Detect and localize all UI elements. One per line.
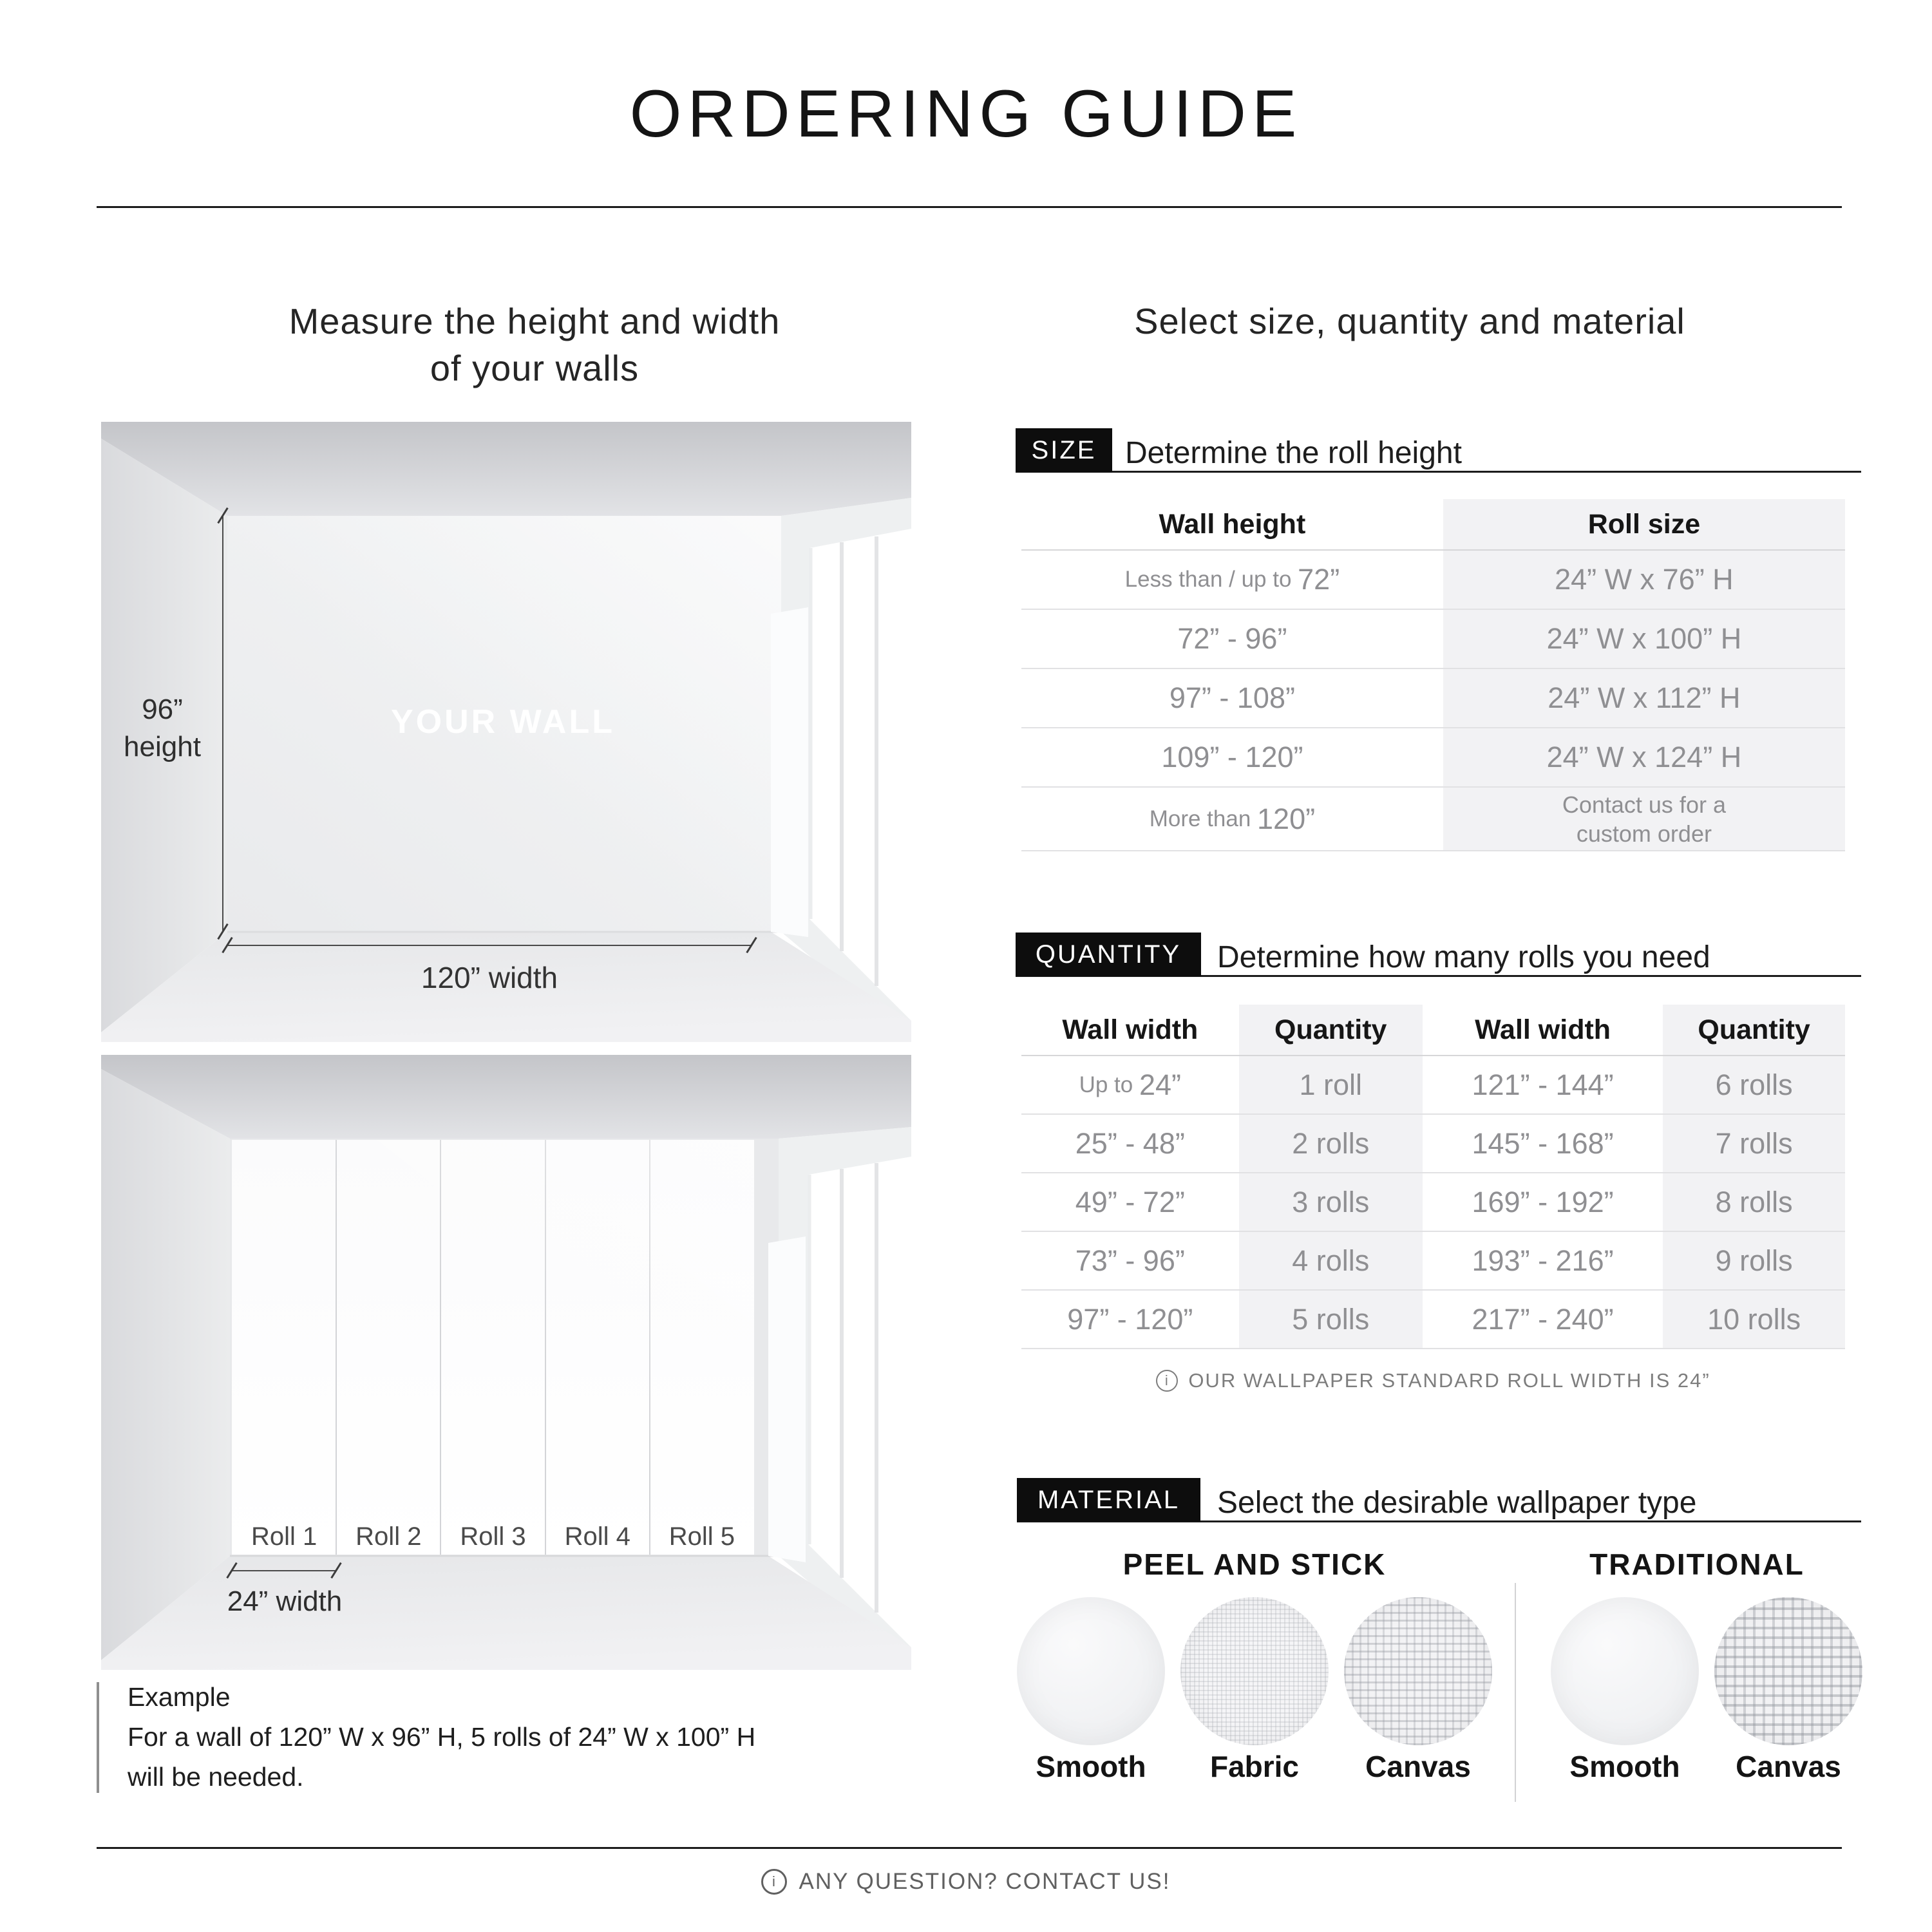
traditional-smooth-swatch bbox=[1551, 1597, 1699, 1745]
size-row2-wall: 72” - 96” bbox=[1177, 622, 1287, 655]
roll-labels-row bbox=[232, 1516, 754, 1557]
qty-row4-w1: 73” - 96” bbox=[1075, 1244, 1185, 1277]
roll-width-dimension-line bbox=[232, 1570, 336, 1571]
size-row3-wall: 97” - 108” bbox=[1169, 681, 1295, 714]
qty-row1-q1: 1 roll bbox=[1299, 1068, 1363, 1101]
room1-ceiling bbox=[101, 422, 911, 516]
header-divider bbox=[97, 206, 1842, 208]
height-label bbox=[108, 691, 217, 766]
qty-col-wall-width-1: Wall width bbox=[1062, 1014, 1198, 1045]
width-dimension-line bbox=[227, 945, 752, 946]
size-row1-wall: 72” bbox=[1298, 563, 1340, 596]
info-icon: i bbox=[1156, 1370, 1178, 1392]
roll-width-note-text: OUR WALLPAPER STANDARD ROLL WIDTH IS 24” bbox=[1188, 1369, 1710, 1392]
size-col-roll-size: Roll size bbox=[1587, 508, 1701, 540]
traditional-canvas-label: Canvas bbox=[1736, 1750, 1841, 1783]
material-group-divider bbox=[1515, 1583, 1516, 1802]
qty-col-quantity-2: Quantity bbox=[1698, 1014, 1810, 1045]
room1-window-pillar bbox=[771, 607, 808, 937]
example-line1: For a wall of 120” W x 96” H, 5 rolls of 24” W x 100” H bbox=[128, 1722, 756, 1752]
peel-and-stick-title: PEEL AND STICK bbox=[1122, 1548, 1387, 1581]
quantity-table-header bbox=[1021, 1005, 1845, 1056]
qty-row5-q1: 5 rolls bbox=[1292, 1302, 1370, 1336]
roll-3-label: Roll 3 bbox=[460, 1522, 526, 1551]
measure-heading-line2: of your walls bbox=[430, 348, 639, 388]
footer-info-icon: i bbox=[761, 1869, 787, 1895]
peel-smooth-swatch bbox=[1017, 1597, 1165, 1745]
roll-4-label: Roll 4 bbox=[564, 1522, 630, 1551]
peel-smooth-label: Smooth bbox=[1036, 1750, 1146, 1783]
size-table bbox=[1021, 499, 1845, 851]
size-row1-prefix: Less than / up to bbox=[1124, 567, 1298, 592]
example-title: Example bbox=[128, 1682, 231, 1712]
room-2-art bbox=[101, 1055, 911, 1670]
traditional-canvas-swatch bbox=[1714, 1597, 1862, 1745]
height-value: 96” bbox=[142, 694, 183, 725]
quantity-badge: QUANTITY bbox=[1016, 933, 1201, 976]
qty-row-1 bbox=[1021, 1056, 1845, 1115]
size-row-5 bbox=[1021, 788, 1845, 851]
qty-row4-q2: 9 rolls bbox=[1715, 1244, 1793, 1277]
qty-row4-w2: 193” - 216” bbox=[1472, 1244, 1614, 1277]
measure-heading-line1: Measure the height and width bbox=[289, 301, 781, 341]
qty-row1-w2: 121” - 144” bbox=[1472, 1068, 1614, 1101]
roll-2-label: Roll 2 bbox=[355, 1522, 422, 1551]
example-line2: will be needed. bbox=[128, 1762, 304, 1792]
quantity-title: Determine how many rolls you need bbox=[1217, 940, 1710, 974]
qty-row3-w2: 169” - 192” bbox=[1472, 1185, 1614, 1218]
qty-row3-w1: 49” - 72” bbox=[1075, 1185, 1185, 1218]
size-row5-prefix: More than bbox=[1149, 806, 1258, 831]
size-row-3 bbox=[1021, 669, 1845, 728]
material-badge: MATERIAL bbox=[1017, 1478, 1200, 1522]
room-1-illustration bbox=[101, 422, 911, 1042]
qty-row-3 bbox=[1021, 1173, 1845, 1232]
qty-row5-q2: 10 rolls bbox=[1707, 1302, 1801, 1336]
qty-col-wall-width-2: Wall width bbox=[1475, 1014, 1611, 1045]
peel-canvas-label: Canvas bbox=[1365, 1750, 1471, 1783]
room2-ceiling bbox=[101, 1055, 911, 1139]
room2-wall-sheen bbox=[232, 1140, 754, 1555]
traditional-title: TRADITIONAL bbox=[1589, 1548, 1804, 1581]
qty-row-5 bbox=[1021, 1291, 1845, 1349]
measure-heading bbox=[148, 298, 921, 392]
size-row3-roll: 24” W x 112” H bbox=[1548, 681, 1741, 714]
size-row2-roll: 24” W x 100” H bbox=[1546, 622, 1742, 655]
example-text bbox=[128, 1677, 755, 1797]
size-row5-contact bbox=[1562, 790, 1726, 848]
example-accent-bar bbox=[97, 1682, 99, 1793]
room-2-illustration bbox=[101, 1055, 911, 1670]
material-title: Select the desirable wallpaper type bbox=[1217, 1486, 1697, 1520]
size-row5-wall: 120” bbox=[1257, 802, 1316, 835]
qty-row2-q2: 7 rolls bbox=[1715, 1126, 1793, 1160]
qty-row2-w1: 25” - 48” bbox=[1075, 1126, 1185, 1160]
example-block bbox=[97, 1677, 934, 1797]
qty-row3-q1: 3 rolls bbox=[1292, 1185, 1370, 1218]
size-row5-contact-line1: Contact us for a bbox=[1562, 791, 1726, 818]
qty-row3-q2: 8 rolls bbox=[1715, 1185, 1793, 1218]
page-title: ORDERING GUIDE bbox=[629, 77, 1303, 151]
size-row-2 bbox=[1021, 610, 1845, 669]
select-heading: Select size, quantity and material bbox=[1134, 301, 1685, 341]
peel-fabric-swatch bbox=[1180, 1597, 1329, 1745]
size-table-header bbox=[1021, 499, 1845, 551]
roll-width-note bbox=[1021, 1369, 1845, 1392]
qty-row4-q1: 4 rolls bbox=[1292, 1244, 1370, 1277]
qty-col-quantity-1: Quantity bbox=[1274, 1014, 1387, 1045]
width-label: 120” width bbox=[421, 961, 558, 994]
size-row5-contact-line2: custom order bbox=[1576, 820, 1712, 847]
qty-row2-q1: 2 rolls bbox=[1292, 1126, 1370, 1160]
size-badge: SIZE bbox=[1016, 428, 1112, 472]
qty-row1-w1: 24” bbox=[1139, 1068, 1182, 1101]
roll-1-label: Roll 1 bbox=[251, 1522, 317, 1551]
peel-fabric-label: Fabric bbox=[1209, 1750, 1300, 1783]
qty-row1-q2: 6 rolls bbox=[1715, 1068, 1793, 1101]
size-row1-roll: 24” W x 76” H bbox=[1555, 563, 1734, 596]
traditional-smooth-label: Smooth bbox=[1569, 1750, 1680, 1783]
size-row4-wall: 109” - 120” bbox=[1161, 741, 1303, 773]
height-word: height bbox=[124, 731, 201, 762]
qty-row-2 bbox=[1021, 1115, 1845, 1173]
quantity-table bbox=[1021, 1005, 1845, 1349]
size-row-4 bbox=[1021, 728, 1845, 788]
footer-contact bbox=[0, 1869, 1932, 1895]
peel-canvas-swatch bbox=[1344, 1597, 1492, 1745]
footer-contact-text: ANY QUESTION? CONTACT US! bbox=[799, 1869, 1171, 1894]
footer-divider bbox=[97, 1847, 1842, 1849]
qty-row-4 bbox=[1021, 1232, 1845, 1291]
qty-row1-prefix: Up to bbox=[1079, 1072, 1139, 1097]
qty-row5-w1: 97” - 120” bbox=[1067, 1302, 1193, 1336]
size-row-1 bbox=[1021, 551, 1845, 610]
roll-width-label: 24” width bbox=[227, 1586, 343, 1617]
size-underline bbox=[1016, 471, 1861, 473]
height-dimension-line bbox=[222, 516, 223, 932]
size-col-wall-height: Wall height bbox=[1159, 508, 1306, 540]
qty-row5-w2: 217” - 240” bbox=[1472, 1302, 1614, 1336]
room2-window-pillar bbox=[768, 1236, 806, 1562]
size-title: Determine the roll height bbox=[1125, 436, 1462, 470]
qty-row2-w2: 145” - 168” bbox=[1472, 1126, 1614, 1160]
size-row4-roll: 24” W x 124” H bbox=[1546, 741, 1742, 773]
roll-5-label: Roll 5 bbox=[668, 1522, 735, 1551]
your-wall-label: YOUR WALL bbox=[391, 703, 615, 741]
